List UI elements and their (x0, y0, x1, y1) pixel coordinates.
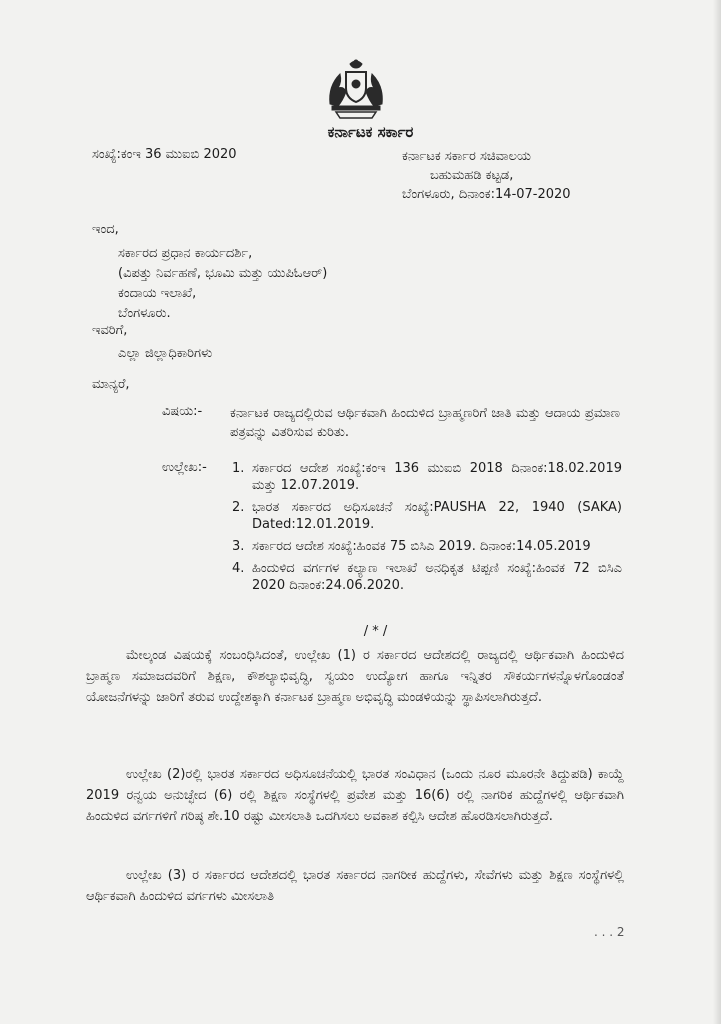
reference-text: ಭಾರತ ಸರ್ಕಾರದ ಅಧಿಸೂಚನೆ ಸಂಖ್ಯೆ:PAUSHA 22, 1940 (SAKA) Dated:12.01.2019. (252, 500, 622, 532)
references-label: ಉಲ್ಲೇಖ:- (162, 460, 207, 475)
recipient: ಎಲ್ಲಾ ಜಿಲ್ಲಾಧಿಕಾರಿಗಳು (118, 346, 213, 361)
subject-text: ಕರ್ನಾಟಕ ರಾಜ್ಯದಲ್ಲಿರುವ ಆರ್ಥಿಕವಾಗಿ ಹಿಂದುಳಿದ ಬ್ರಾಹ್ಮಣರಿಗೆ ಜಾತಿ ಮತ್ತು ಆದಾಯ ಪ್ರಮಾಣ ಪತ್ರವನ್ನು ವಿತರಿಸುವ ಕುರಿತು. (230, 406, 620, 440)
section-separator: / * / (363, 624, 388, 639)
sender-line: ಸರ್ಕಾರದ ಪ್ರಧಾನ ಕಾರ್ಯದರ್ಶಿ, (118, 246, 253, 261)
reference-number: 1. (232, 461, 245, 476)
sender-line: ಬೆಂಗಳೂರು. (118, 306, 171, 321)
reference-text: ಹಿಂದುಳಿದ ವರ್ಗಗಳ ಕಲ್ಯಾಣ ಇಲಾಖೆ ಅನಧಿಕೃತ ಟಿಪ್ಪಣಿ ಸಂಖ್ಯೆ:ಹಿಂವಕ 72 ಬಿಸಿಎ 2020 ದಿನಾಂಕ:24.06.2020. (252, 561, 622, 593)
body-paragraph: ಮೇಲ್ಕಂಡ ವಿಷಯಕ್ಕೆ ಸಂಬಂಧಿಸಿದಂತೆ, ಉಲ್ಲೇಖ (1) ರ ಸರ್ಕಾರದ ಆದೇಶದಲ್ಲಿ ರಾಜ್ಯದಲ್ಲಿ ಆರ್ಥಿಕವಾಗಿ ಹಿಂದುಳಿದ ಬ್ರಾಹ್ಮಣ ಸಮಾಜದವರಿಗೆ ಶಿಕ್ಷಣ, ಕೌಶಲ್ಯಾಭಿವೃದ್ಧಿ, ಸ್ವಯಂ ಉದ್ಯೋಗ ಹಾಗೂ ಇನ್ನಿತರ ಸೌಕರ್ಯಗಳನ್ನೊಳಗೊಂಡಂತೆ ಯೋಜನೆಗಳನ್ನು ಜಾರಿಗೆ ತರುವ ಉದ್ದೇಶಕ್ಕಾಗಿ ಕರ್ನಾಟಕ ಬ್ರಾಹ್ಮಣ ಅಭಿವೃದ್ಧಿ ಮಂಡಳಿಯನ್ನು ಸ್ಥಾಪಿಸಲಾಗಿರುತ್ತದೆ. (86, 648, 624, 705)
karnataka-state-emblem-icon (322, 58, 390, 122)
reference-text: ಸರ್ಕಾರದ ಆದೇಶ ಸಂಖ್ಯೆ:ಹಿಂವಕ 75 ಬಿಸಿಎ 2019. ದಿನಾಂಕ:14.05.2019 (252, 539, 591, 554)
reference-number: 4. (232, 561, 245, 576)
reference-text: ಸರ್ಕಾರದ ಆದೇಶ ಸಂಖ್ಯೆ:ಕಂಇ 136 ಮುಐಬಿ 2018 ದಿನಾಂಕ:18.02.2019 ಮತ್ತು 12.07.2019. (252, 461, 622, 493)
reference-number: 2. (232, 500, 245, 515)
office-line: ಕರ್ನಾಟಕ ಸರ್ಕಾರ ಸಚಿವಾಲಯ (402, 149, 531, 164)
government-name: ಕರ್ನಾಟಕ ಸರ್ಕಾರ (327, 123, 414, 141)
reference-item (232, 538, 622, 555)
office-address (402, 147, 571, 204)
office-date-line: ಬೆಂಗಳೂರು, ದಿನಾಂಕ:14-07-2020 (402, 187, 571, 202)
reference-item (232, 499, 622, 533)
from-label: ಇಂದ, (92, 222, 119, 237)
page-continuation-marker: . . . 2 (594, 925, 625, 939)
to-label: ಇವರಿಗೆ, (92, 323, 128, 338)
scan-edge (713, 0, 721, 1024)
reference-item (232, 560, 622, 594)
references-list (232, 460, 622, 599)
subject-label: ವಿಷಯ:- (162, 404, 203, 419)
order-reference-number: ಸಂಖ್ಯೆ:ಕಂಇ 36 ಮುಐಬಿ 2020 (92, 147, 237, 162)
salutation: ಮಾನ್ಯರೆ, (92, 377, 130, 392)
sender-line: ಕಂದಾಯ ಇಲಾಖೆ, (118, 286, 197, 301)
reference-item (232, 460, 622, 494)
office-line: ಬಹುಮಹಡಿ ಕಟ್ಟಡ, (430, 168, 514, 183)
sender-address (118, 244, 327, 324)
reference-number: 3. (232, 539, 245, 554)
body-paragraph: ಉಲ್ಲೇಖ (2)ರಲ್ಲಿ ಭಾರತ ಸರ್ಕಾರದ ಅಧಿಸೂಚನೆಯಲ್ಲಿ ಭಾರತ ಸಂವಿಧಾನ (ಒಂದು ನೂರ ಮೂರನೇ ತಿದ್ದುಪಡಿ) ಕಾಯ್ದೆ 2019 ರನ್ವಯ ಅನುಚ್ಛೇದ (6) ರಲ್ಲಿ ಶಿಕ್ಷಣ ಸಂಸ್ಥೆಗಳಲ್ಲಿ ಪ್ರವೇಶ ಮತ್ತು 16(6) ರಲ್ಲಿ ನಾಗರಿಕ ಹುದ್ದೆಗಳಲ್ಲಿ ಆರ್ಥಿಕವಾಗಿ ಹಿಂದುಳಿದ ವರ್ಗಗಳಿಗೆ ಗರಿಷ್ಠ ಶೇ.10 ರಷ್ಟು ಮೀಸಲಾತಿ ಒದಗಿಸಲು ಅವಕಾಶ ಕಲ್ಪಿಸಿ ಆದೇಶ ಹೊರಡಿಸಲಾಗಿರುತ್ತದೆ. (86, 767, 624, 824)
body-paragraph: ಉಲ್ಲೇಖ (3) ರ ಸರ್ಕಾರದ ಆದೇಶದಲ್ಲಿ ಭಾರತ ಸರ್ಕಾರದ ನಾಗರೀಕ ಹುದ್ದೆಗಳು, ಸೇವೆಗಳು ಮತ್ತು ಶಿಕ್ಷಣ ಸಂಸ್ಥೆಗಳಲ್ಲಿ ಆರ್ಥಿಕವಾಗಿ ಹಿಂದುಳಿದ ವರ್ಗಗಳು ಮೀಸಲಾತಿ (86, 868, 624, 904)
sender-line: (ವಿಪತ್ತು ನಿರ್ವಹಣೆ, ಭೂಮಿ ಮತ್ತು ಯುಪಿಓಆರ್) (118, 266, 328, 281)
